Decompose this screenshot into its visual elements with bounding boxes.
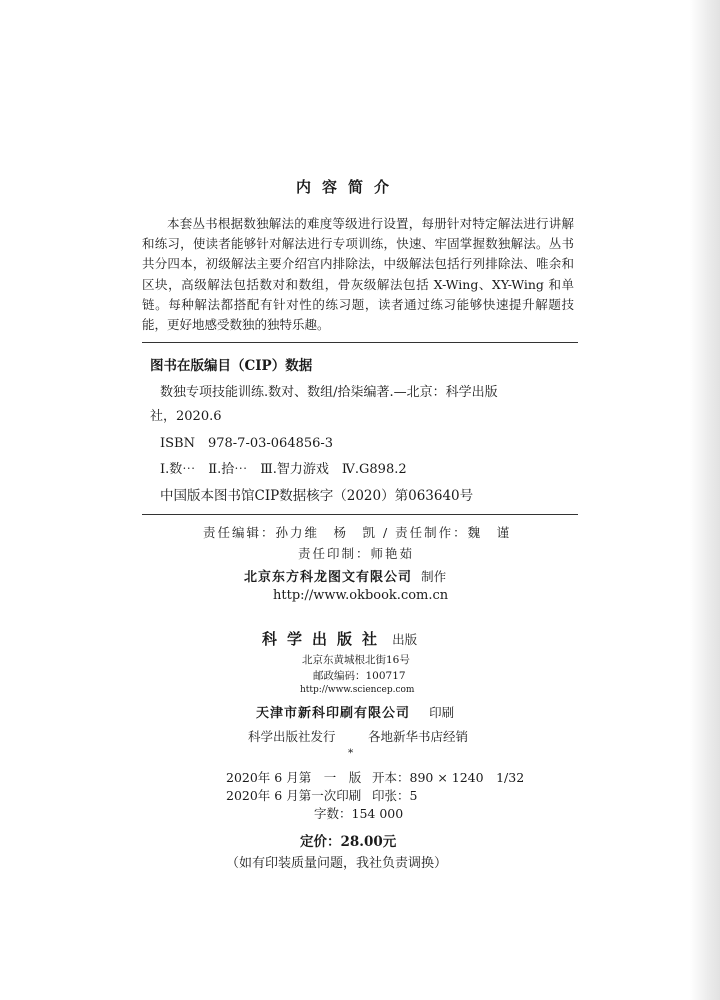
producer-role: 制作	[421, 569, 447, 584]
edition-date: 2020年 6 月第 一 版	[226, 770, 362, 785]
print-date: 2020年 6 月第一次印刷	[226, 788, 362, 803]
edition-format: 开本：890 × 1240 1/32	[372, 770, 525, 785]
intro-block	[142, 214, 574, 335]
cip-record: 中国版本图书馆CIP数据核字（2020）第063640号	[160, 488, 474, 504]
printer-role: 印刷	[429, 705, 455, 720]
cip-line-1: 数独专项技能训练.数对、数组/拾柒编著.—北京：科学出版	[160, 385, 498, 400]
producer-name: 北京东方科龙图文有限公司	[244, 570, 413, 585]
publisher-postcode: 邮政编码：100717	[313, 670, 406, 682]
publisher-address: 北京东黄城根北街16号	[302, 654, 410, 666]
intro-title: 内容简介	[296, 178, 401, 196]
print-sheets: 印张：5	[372, 788, 418, 803]
cip-line-2: 社，2020.6	[150, 409, 222, 424]
distribution-issuer: 科学出版社发行	[248, 729, 336, 744]
publisher-name: 科学出版社	[262, 630, 388, 648]
credits-printing-supervisor: 责任印制：师艳茹	[298, 546, 415, 561]
printer-line	[256, 702, 454, 721]
cip-isbn: ISBN 978-7-03-064856-3	[160, 436, 334, 451]
publisher-role: 出版	[392, 632, 418, 647]
producer-url: http://www.okbook.com.cn	[273, 588, 449, 603]
producer-line	[244, 566, 446, 585]
publisher-url: http://www.sciencep.com	[300, 685, 415, 695]
separator-star: *	[348, 747, 354, 759]
divider-top	[142, 342, 578, 343]
word-count: 字数：154 000	[314, 806, 404, 821]
credits-editors: 责任编辑：孙力维 杨 凯 / 责任制作：魏 谨	[203, 525, 512, 540]
cip-heading: 图书在版编目（CIP）数据	[150, 358, 313, 374]
printer-name: 天津市新科印刷有限公司	[256, 706, 411, 721]
price-label: 定价：28.00元	[300, 834, 397, 850]
divider-bottom	[142, 514, 578, 515]
cip-classification: Ⅰ.数⋯ Ⅱ.拾⋯ Ⅲ.智力游戏 Ⅳ.G898.2	[160, 462, 407, 477]
intro-paragraph: 本套丛书根据数独解法的难度等级进行设置，每册针对特定解法进行讲解和练习，使读者能够针对解法进行专项训练，快速、牢固掌握数独解法。丛书共分四本，初级解法主要介绍宫内排除法，中级解法包括行列排除法、唯余和区块，高级解法包括数对和数组，骨灰级解法包括 X-Wing、XY-Wing 和单链。每种解法都搭配有针对性的练习题，读者通过练习能够快速提升解题技能，更好地感受数独的独特乐趣。	[142, 216, 574, 333]
publisher-line	[262, 628, 417, 649]
distribution-seller: 各地新华书店经销	[368, 729, 469, 744]
page-edge-shadow	[690, 0, 720, 1000]
price-notice: （如有印装质量问题，我社负责调换）	[226, 856, 448, 871]
